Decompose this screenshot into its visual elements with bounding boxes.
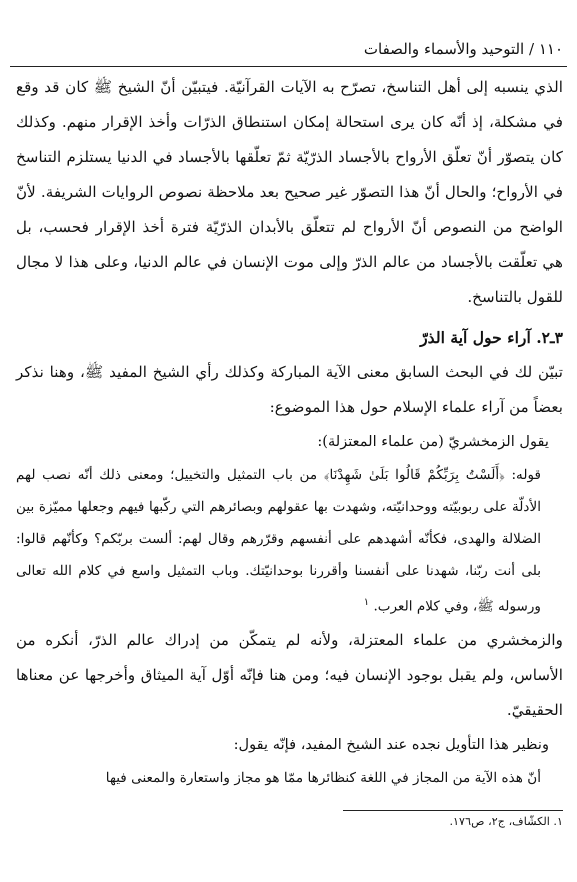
paragraph-intro-views: تبيّن لك في البحث السابق معنى الآية المباركة وكذلك رأي الشيخ المفيد ﷺ، وهنا نذكر بعضاً من آراء علماء الإسلام حول هذا الموضوع: [16, 363, 563, 416]
mufid-quote: أنّ هذه الآية من المجاز في اللغة كنظائرها ممّا هو مجاز واستعارة والمعنى فيها [105, 769, 541, 786]
section-heading: ٣ـ٢. آراء حول آية الذرّ [420, 328, 563, 347]
zamakhshari-quote [16, 459, 541, 623]
paragraph-zamakhshari-critique: والزمخشري من علماء المعتزلة، ولأنه لم يتمكّن من إدراك عالم الذرّ، أنكره من الأساس، ولم يقبل بوجود الإنسان فيه؛ ومن هنا فإنّه أوّل آية الميثاق وأخرجها عن معناها الحقيقيّ. [16, 630, 563, 719]
paragraph-tanasukh: الذي ينسبه إلى أهل التناسخ، تصرّح به الآيات القرآنيّة. فيتبيّن أنّ الشيخ ﷺ كان قد وقع في مشكلة، إذ أنّه كان يرى استحالة إمكان استنطاق الذرّات وأخذ الإقرار منهم. وكذلك كان يتصوّر أنّ تعلّق الأرواح بالأجساد الذرّيّة ثمّ تعلّقها بالأجساد في الدنيا يستلزم التناسخ في الأرواح؛ والحال أنّ هذا التصوّر غير صحيح بعد ملاحظة نصوص الروايات الشريفة. لأنّ الواضح من النصوص أنّ الأرواح لم تتعلّق بالأبدان الذرّيّة فترة أخذ الإقرار فحسب، بل هي تعلّقت بالأجساد من عالم الذرّ وإلى موت الإنسان في عالم الدنيا، وعلى هذا لا مجال للقول بالتناسخ. [16, 78, 563, 306]
footnote: ١. الكشّاف، ج٢، ص١٧٦. [449, 815, 563, 828]
footnote-marker: ١ [363, 597, 370, 608]
zamakhshari-quote-text: قوله: ﴿أَلَسْتُ بِرَبِّكُمْ قَالُوا بَلَىٰ شَهِدْنَا﴾ من باب التمثيل والتخييل؛ ومعنى ذلك أنّه نصب لهم الأدلّة على ربوبيّته ووحدانيّته، وشهدت بها عقولهم وبصائرهم التي ركّبها فيهم وجعلها مميّزة بين الضلالة والهدى، فكأنّه أشهدهم على أنفسهم وقرّرهم وقال لهم: ألست بربّكم؟ وكأنّهم قالوا: بلى أنت ربّنا، شهدنا على أنفسنا وأقررنا بوحدانيّتك. وباب التمثيل واسع في كلام الله تعالى ورسوله ﷺ، وفي كلام العرب. [16, 467, 541, 615]
header-divider [10, 66, 567, 67]
mufid-intro: ونظير هذا التأويل نجده عند الشيخ المفيد، فإنّه يقول: [233, 735, 549, 753]
running-header: ١١٠ / التوحيد والأسماء والصفات [363, 40, 563, 58]
page-body [16, 70, 563, 794]
zamakhshari-intro: يقول الزمخشريّ (من علماء المعتزلة): [317, 433, 549, 450]
footnote-divider [343, 810, 563, 811]
